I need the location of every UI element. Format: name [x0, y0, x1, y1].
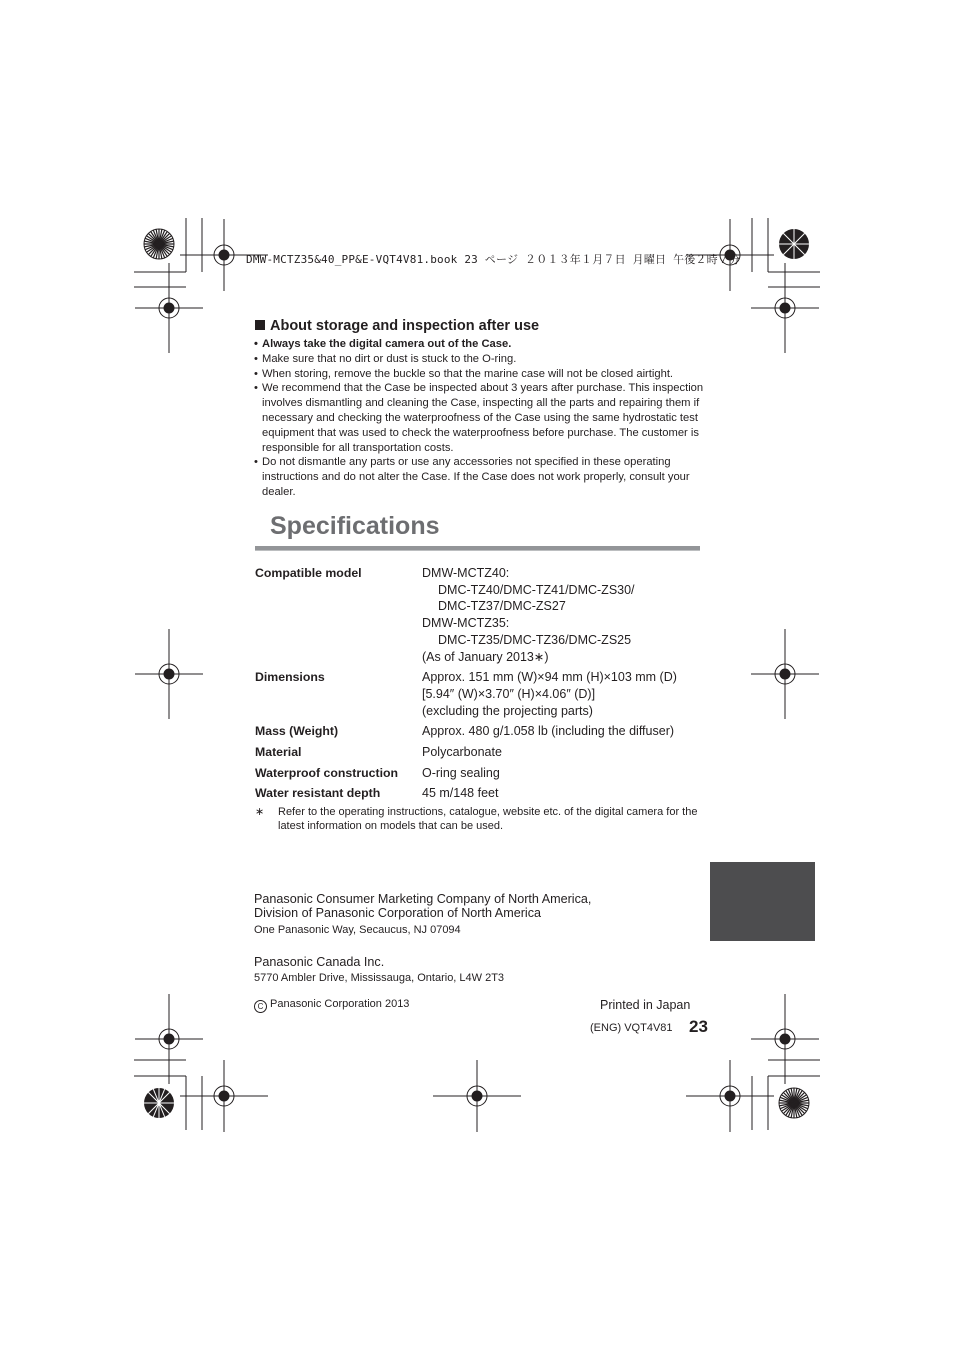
spec-line: DMW-MCTZ40: — [422, 566, 510, 580]
print-slug: DMW-MCTZ35&40_PP&E-VQT4V81.book 23 ページ ２０１３年１月７日 月曜日 午後２時７分 — [246, 253, 741, 266]
list-item: • Do not dismantle any parts or use any accessories not specified in these operating instructions and do not alter the Case. If the Case does not work properly, consult your dealer. — [255, 455, 705, 499]
spec-footnote — [255, 805, 705, 833]
section-tab — [710, 862, 815, 941]
spec-label: Material — [255, 745, 302, 760]
spec-line: (As of January 2013∗) — [422, 649, 549, 664]
table-row — [255, 765, 705, 786]
title-divider — [255, 546, 700, 551]
copyright-text: Panasonic Corporation 2013 — [270, 998, 410, 1010]
copyright — [254, 998, 409, 1013]
spec-table — [255, 565, 705, 806]
spec-label: Waterproof construction — [255, 765, 399, 780]
table-row — [255, 785, 705, 806]
company-line: Panasonic Consumer Marketing Company of North America, — [254, 892, 592, 906]
spec-line: Approx. 151 mm (W)×94 mm (H)×103 mm (D) — [422, 670, 677, 685]
storage-heading-text: About storage and inspection after use — [270, 318, 540, 334]
spec-line: [5.94″ (W)×3.70″ (H)×4.06″ (D)] — [422, 686, 596, 701]
company-us — [254, 892, 591, 920]
spec-label: Water resistant depth — [255, 786, 381, 801]
page-title: Specifications — [270, 512, 440, 540]
spec-line: O-ring sealing — [422, 765, 500, 780]
spec-line: DMC-TZ37/DMC-ZS27 — [438, 599, 566, 614]
address-us: One Panasonic Way, Secaucus, NJ 07094 — [254, 924, 461, 936]
spec-value — [422, 669, 705, 723]
spec-value — [422, 785, 705, 806]
spec-value — [422, 765, 705, 786]
color-target-icon — [144, 229, 174, 259]
page-number: 23 — [689, 1017, 708, 1036]
spec-line: (excluding the projecting parts) — [422, 703, 593, 718]
spec-value — [422, 723, 705, 744]
company-canada: Panasonic Canada Inc. — [254, 955, 385, 969]
list-item: • When storing, remove the buckle so that the marine case will not be closed airtight. — [255, 367, 705, 382]
spec-line: DMC-TZ40/DMC-TZ41/DMC-ZS30/ — [438, 582, 635, 597]
document-code: (ENG) VQT4V81 — [590, 1022, 673, 1034]
spec-value — [422, 565, 705, 669]
spec-line: DMC-TZ35/DMC-TZ36/DMC-ZS25 — [438, 632, 632, 647]
spec-line: Polycarbonate — [422, 745, 502, 760]
footnote-text: Refer to the operating instructions, catalogue, website etc. of the digital camera for the latest information on models that can be used. — [278, 806, 698, 832]
spec-value — [422, 744, 705, 765]
storage-heading — [255, 318, 539, 334]
spec-label: Dimensions — [255, 670, 325, 685]
list-item: • Always take the digital camera out of the Case. — [255, 337, 705, 352]
table-row — [255, 565, 705, 669]
copyright-icon: C — [254, 1000, 267, 1013]
table-row — [255, 723, 705, 744]
color-target-icon — [779, 1088, 809, 1118]
spec-line: Approx. 480 g/1.058 lb (including the diffuser) — [422, 724, 675, 739]
table-row — [255, 744, 705, 765]
table-row — [255, 669, 705, 723]
color-target-icon — [779, 229, 809, 259]
spec-line: 45 m/148 feet — [422, 786, 499, 801]
printed-in: Printed in Japan — [600, 998, 691, 1012]
footnote-mark: ∗ — [255, 806, 265, 818]
spec-label: Compatible model — [255, 566, 362, 580]
square-bullet-icon — [255, 320, 265, 330]
list-item: • Make sure that no dirt or dust is stuck to the O-ring. — [255, 352, 705, 367]
spec-line: DMW-MCTZ35: — [422, 616, 510, 631]
address-canada: 5770 Ambler Drive, Mississauga, Ontario, L4W 2T3 — [254, 972, 505, 984]
spec-label: Mass (Weight) — [255, 724, 339, 739]
storage-bullet-list — [255, 337, 705, 500]
company-line: Division of Panasonic Corporation of North America — [254, 906, 541, 920]
list-item: • We recommend that the Case be inspected about 3 years after purchase. This inspection involves dismantling and cleaning the Case, inspecting all the parts and repairing them if necessary and checking the waterproofness of the Case using the same hydrostatic test equipment that was used to check the waterproofness before purchase. The customer is responsible for all transportation costs. — [255, 381, 705, 455]
color-target-icon — [144, 1088, 174, 1118]
